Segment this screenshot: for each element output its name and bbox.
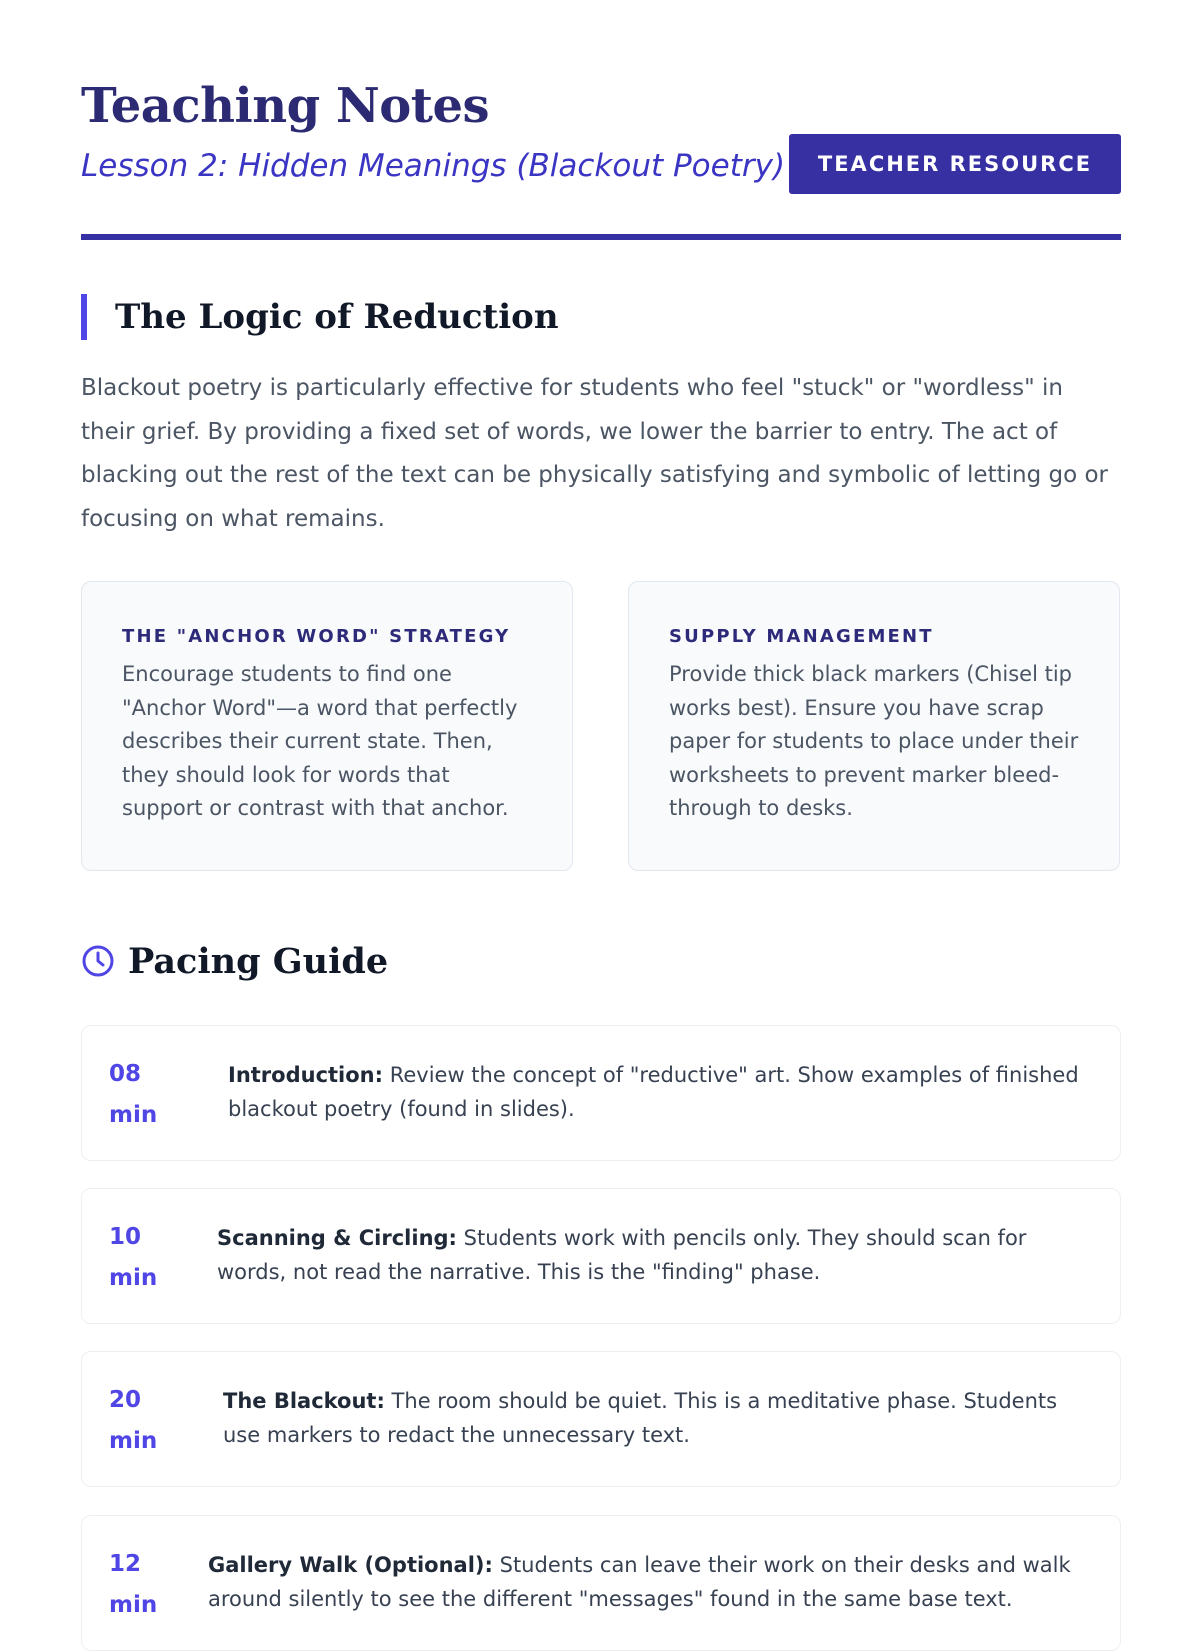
pacing-text: Review the concept of "reductive" art. Show examples of finished blackout poetry (found in slides). bbox=[228, 1063, 1079, 1121]
duration-minutes: 10 bbox=[109, 1224, 142, 1250]
teacher-resource-badge: TEACHER RESOURCE bbox=[789, 134, 1121, 194]
clock-icon bbox=[81, 944, 115, 978]
pacing-item-scanning bbox=[81, 1188, 1121, 1324]
intro-paragraph: Blackout poetry is particularly effective for students who feel "stuck" or "wordless" in their grief. By providing a fixed set of words, we lower the barrier to entry. The act of blacking out the rest of the text can be physically satisfying and symbolic of letting go or focusing on what remains. bbox=[81, 375, 1108, 532]
pacing-description bbox=[223, 1384, 1084, 1452]
duration-minutes: 20 bbox=[109, 1387, 142, 1413]
lesson-subtitle: Lesson 2: Hidden Meanings (Blackout Poetry) bbox=[81, 148, 786, 184]
duration-unit: min bbox=[109, 1592, 158, 1618]
pacing-label: Introduction: bbox=[228, 1063, 384, 1087]
pacing-text: The room should be quiet. This is a meditative phase. Students use markers to redact the unnecessary text. bbox=[223, 1389, 1058, 1447]
pacing-description bbox=[217, 1221, 1084, 1289]
card-title: SUPPLY MANAGEMENT bbox=[669, 626, 934, 647]
duration-unit: min bbox=[109, 1428, 158, 1454]
pacing-item-blackout bbox=[81, 1351, 1121, 1487]
pacing-duration bbox=[109, 1217, 179, 1299]
pacing-label: Scanning & Circling: bbox=[217, 1226, 457, 1250]
teaching-notes-page bbox=[81, 0, 1121, 1618]
page-title: Teaching Notes bbox=[81, 78, 490, 134]
pacing-duration bbox=[109, 1380, 179, 1462]
pacing-item-gallery-walk bbox=[81, 1515, 1121, 1651]
card-title: THE "ANCHOR WORD" STRATEGY bbox=[122, 626, 511, 647]
pacing-description bbox=[208, 1548, 1084, 1616]
pacing-text: Students work with pencils only. They should scan for words, not read the narrative. This is the "finding" phase. bbox=[217, 1226, 1027, 1284]
pacing-description bbox=[228, 1058, 1084, 1126]
card-body: Provide thick black markers (Chisel tip works best). Ensure you have scrap paper for students to place under their worksheets to prevent marker bleed-through to desks. bbox=[669, 662, 1079, 821]
card-body: Encourage students to find one "Anchor Word"—a word that perfectly describes their current state. Then, they should look for words that support or contrast with that anchor. bbox=[122, 662, 518, 821]
duration-minutes: 08 bbox=[109, 1061, 142, 1087]
pacing-item-introduction bbox=[81, 1025, 1121, 1161]
duration-minutes: 12 bbox=[109, 1551, 142, 1577]
pacing-guide-heading bbox=[81, 936, 388, 986]
page-header bbox=[81, 0, 1121, 242]
pacing-text: Students can leave their work on their desks and walk around silently to see the different "messages" found in the same base text. bbox=[208, 1553, 1071, 1611]
duration-unit: min bbox=[109, 1265, 158, 1291]
header-divider bbox=[81, 234, 1121, 240]
duration-unit: min bbox=[109, 1102, 158, 1128]
pacing-label: Gallery Walk (Optional): bbox=[208, 1553, 493, 1577]
pacing-guide-title: Pacing Guide bbox=[128, 940, 389, 982]
pacing-label: The Blackout: bbox=[223, 1389, 385, 1413]
section-heading-logic-of-reduction: The Logic of Reduction bbox=[81, 294, 559, 340]
pacing-duration bbox=[109, 1054, 179, 1136]
strategy-cards bbox=[81, 581, 1121, 871]
supply-management-card bbox=[628, 581, 1120, 871]
pacing-duration bbox=[109, 1544, 179, 1626]
anchor-word-card bbox=[81, 581, 573, 871]
